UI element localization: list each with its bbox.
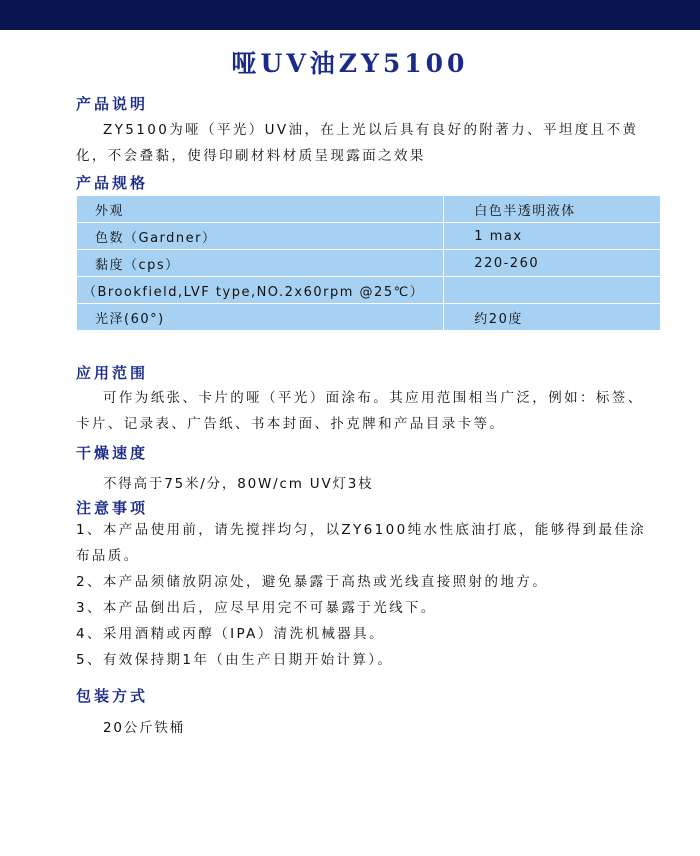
spec-value: 约20度 — [444, 304, 661, 331]
spec-value: 220-260 — [444, 250, 661, 277]
spec-label: 光泽(60°) — [77, 304, 444, 331]
application-line: 卡片、记录表、广告纸、书本封面、扑克牌和产品目录卡等。 — [76, 416, 506, 432]
page-title: 哑UV油ZY5100 — [231, 49, 469, 78]
section-heading-notes: 注意事项 — [76, 499, 149, 517]
spec-value: 白色半透明液体 — [444, 196, 661, 223]
spec-value: 1 max — [444, 223, 661, 250]
list-item: 3、本产品倒出后，应尽早用完不可暴露于光线下。 — [76, 600, 437, 616]
spec-table — [76, 195, 661, 331]
spec-label: 外观 — [77, 196, 444, 223]
spec-label: 黏度（cps） — [77, 250, 444, 277]
drying-text: 不得高于75米/分，80W/cm UV灯3枝 — [103, 476, 374, 492]
description-text — [76, 117, 662, 169]
table-row — [77, 250, 661, 277]
application-text — [76, 385, 662, 437]
spec-label: 色数（Gardner） — [77, 223, 444, 250]
list-item: 5、有效保持期1年（由生产日期开始计算）。 — [76, 652, 394, 668]
table-row — [77, 196, 661, 223]
table-row — [77, 304, 661, 331]
application-line: 可作为纸张、卡片的哑（平光）面涂布。其应用范围相当广泛，例如：标签、 — [103, 390, 644, 406]
table-row — [77, 223, 661, 250]
section-heading-drying: 干燥速度 — [76, 444, 149, 462]
top-banner-bar — [0, 0, 700, 30]
list-item: 布品质。 — [76, 548, 140, 564]
list-item: 1、本产品使用前，请先搅拌均匀，以ZY6100纯水性底油打底，能够得到最佳涂 — [76, 522, 647, 538]
packaging-text: 20公斤铁桶 — [103, 720, 185, 736]
spec-label: （Brookfield,LVF type,NO.2x60rpm @25℃） — [77, 277, 444, 304]
section-heading-description: 产品说明 — [76, 95, 149, 113]
description-line: 化，不会叠黏，使得印刷材料材质呈现露面之效果 — [76, 148, 426, 164]
section-heading-specs: 产品规格 — [76, 174, 149, 192]
list-item: 4、采用酒精或丙醇（IPA）清洗机械器具。 — [76, 626, 385, 642]
table-row — [77, 277, 661, 304]
description-line: ZY5100为哑（平光）UV油，在上光以后具有良好的附著力、平坦度且不黄 — [103, 122, 639, 138]
section-heading-packaging: 包装方式 — [76, 687, 149, 705]
spec-value — [444, 277, 661, 304]
section-heading-application: 应用范围 — [76, 364, 149, 382]
list-item: 2、本产品须储放阴凉处，避免暴露于高热或光线直接照射的地方。 — [76, 574, 549, 590]
notes-list — [76, 517, 676, 673]
